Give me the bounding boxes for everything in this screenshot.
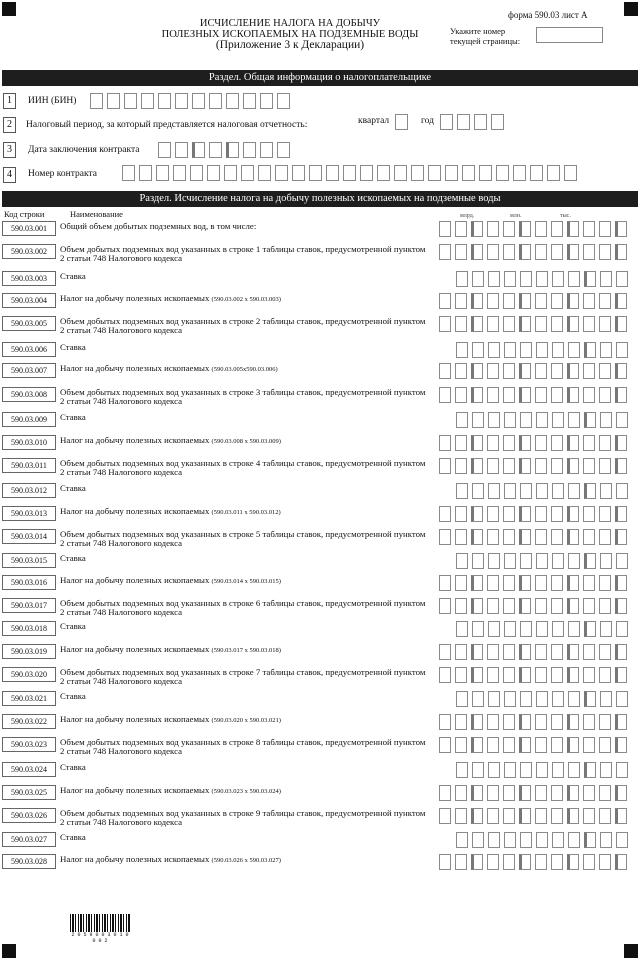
code-column-header: Код строки — [4, 209, 45, 219]
row-name-text: Налог на добычу полезных ископаемых — [60, 644, 210, 654]
row-name — [60, 459, 430, 477]
row-name-text: Ставка — [60, 342, 86, 352]
amount-input[interactable] — [439, 575, 627, 591]
row-code: 590.03.012 — [2, 483, 56, 498]
contract-number-input[interactable] — [122, 165, 577, 181]
row-code: 590.03.006 — [2, 342, 56, 357]
rate-input[interactable] — [456, 342, 628, 358]
row-name-text: Ставка — [60, 621, 86, 631]
row-code: 590.03.005 — [2, 316, 56, 331]
row-name-text: Объем добытых подземных вод указанных в строке 2 таблицы ставок, предусмотренной пунктом 2 статьи 748 Налогового кодекса — [60, 316, 426, 335]
row-code: 590.03.004 — [2, 293, 56, 308]
row-code: 590.03.022 — [2, 714, 56, 729]
row-name-text: Налог на добычу полезных ископаемых — [60, 435, 210, 445]
contract-date-input[interactable] — [158, 142, 290, 158]
row-name-text: Объем добытых подземных вод указанных в строке 8 таблицы ставок, предусмотренной пунктом 2 статьи 748 Налогового кодекса — [60, 737, 426, 756]
row-name — [60, 763, 430, 772]
row-name — [60, 715, 430, 725]
row-name-text: Ставка — [60, 691, 86, 701]
row-name — [60, 692, 430, 701]
row-name — [60, 738, 430, 756]
row-code: 590.03.008 — [2, 387, 56, 402]
amount-input[interactable] — [439, 529, 627, 545]
row-name — [60, 809, 430, 827]
row-code: 590.03.014 — [2, 529, 56, 544]
row-name-text: Объем добытых подземных вод указанных в строке 3 таблицы ставок, предусмотренной пунктом 2 статьи 748 Налогового кодекса — [60, 387, 426, 406]
registration-mark-bottom-left — [2, 944, 16, 958]
amount-input[interactable] — [439, 854, 627, 870]
row-code: 590.03.026 — [2, 808, 56, 823]
page-hint-line-2: текущей страницы: — [450, 36, 521, 46]
row-code: 590.03.010 — [2, 435, 56, 450]
row-name — [60, 343, 430, 352]
amount-input[interactable] — [439, 458, 627, 474]
name-column-header: Наименование — [70, 209, 123, 219]
tax-period-label: Налоговый период, за который представляется налоговая отчетность: — [26, 120, 308, 130]
rate-input[interactable] — [456, 762, 628, 778]
row-name-text: Объем добытых подземных вод указанных в строке 4 таблицы ставок, предусмотренной пунктом 2 статьи 748 Налогового кодекса — [60, 458, 426, 477]
row-name-text: Объем добытых подземных вод указанных в строке 7 таблицы ставок, предусмотренной пунктом 2 статьи 748 Налогового кодекса — [60, 667, 426, 686]
row-name-text: Объем добытых подземных вод указанных в строке 9 таблицы ставок, предусмотренной пунктом 2 статьи 748 Налогового кодекса — [60, 808, 426, 827]
row-name — [60, 364, 430, 374]
page-hint-line-1: Укажите номер — [450, 26, 506, 36]
year-label: год — [421, 116, 434, 126]
row-name — [60, 668, 430, 686]
row-code: 590.03.017 — [2, 598, 56, 613]
rate-input[interactable] — [456, 832, 628, 848]
rate-input[interactable] — [456, 412, 628, 428]
page-number-hint — [450, 26, 520, 46]
rate-input[interactable] — [456, 271, 628, 287]
amount-input[interactable] — [439, 737, 627, 753]
row-name — [60, 645, 430, 655]
row-name-text: Налог на добычу полезных ископаемых — [60, 363, 210, 373]
rate-input[interactable] — [456, 621, 628, 637]
row-name-text: Налог на добычу полезных ископаемых — [60, 293, 210, 303]
row-name-text: Налог на добычу полезных ископаемых — [60, 854, 210, 864]
row-name-text: Ставка — [60, 762, 86, 772]
row-formula: (590.03.005х590.03.006) — [211, 366, 278, 373]
amount-input[interactable] — [439, 667, 627, 683]
row-code: 590.03.024 — [2, 762, 56, 777]
rate-input[interactable] — [456, 483, 628, 499]
row-name — [60, 576, 430, 586]
row-name — [60, 507, 430, 517]
registration-mark-bottom-right — [624, 944, 638, 958]
row-formula: (590.03.017 х 590.03.018) — [211, 647, 281, 654]
row-name — [60, 294, 430, 304]
rate-input[interactable] — [456, 553, 628, 569]
row-code: 590.03.027 — [2, 832, 56, 847]
row-code: 590.03.011 — [2, 458, 56, 473]
row-code: 590.03.025 — [2, 785, 56, 800]
contract-date-label: Дата заключения контракта — [28, 145, 140, 155]
section-tax-calc-header: Раздел. Исчисление налога на добычу полезных ископаемых на подземные воды — [2, 191, 638, 207]
row-name-text: Налог на добычу полезных ископаемых — [60, 714, 210, 724]
row-name — [60, 245, 430, 263]
row-code: 590.03.028 — [2, 854, 56, 869]
row-name — [60, 272, 430, 281]
amount-input[interactable] — [439, 316, 627, 332]
title-line-1: ИСЧИСЛЕНИЕ НАЛОГА НА ДОБЫЧУ — [199, 18, 381, 29]
row-code: 590.03.021 — [2, 691, 56, 706]
row-name — [60, 530, 430, 548]
row-formula: (590.03.023 х 590.03.024) — [211, 788, 281, 795]
row-formula: (590.03.020 х 590.03.021) — [211, 717, 281, 724]
row-name — [60, 833, 430, 842]
year-input[interactable] — [440, 114, 504, 130]
form-title — [150, 18, 430, 51]
row-name-text: Ставка — [60, 483, 86, 493]
row-code: 590.03.018 — [2, 621, 56, 636]
row-name — [60, 786, 430, 796]
row-code: 590.03.020 — [2, 667, 56, 682]
row-name — [60, 554, 430, 563]
row-name — [60, 436, 430, 446]
amount-input[interactable] — [439, 506, 627, 522]
row-code: 590.03.003 — [2, 271, 56, 286]
row-code: 590.03.007 — [2, 363, 56, 378]
amount-input[interactable] — [439, 714, 627, 730]
row-formula: (590.03.026 х 590.03.027) — [211, 857, 281, 864]
amount-input[interactable] — [439, 435, 627, 451]
amount-input[interactable] — [439, 244, 627, 260]
row-name-text: Налог на добычу полезных ископаемых — [60, 785, 210, 795]
section-general-header: Раздел. Общая информация о налогоплательщике — [2, 70, 638, 86]
row-formula: (590.03.002 х 590.03.003) — [211, 296, 281, 303]
row-code: 590.03.015 — [2, 553, 56, 568]
field-number-1: 1 — [3, 93, 16, 109]
iin-label: ИИН (БИН) — [28, 96, 77, 106]
row-name-text: Налог на добычу полезных ископаемых — [60, 506, 210, 516]
amount-input[interactable] — [439, 785, 627, 801]
row-code: 590.03.016 — [2, 575, 56, 590]
field-number-3: 3 — [3, 142, 16, 158]
amount-input[interactable] — [439, 293, 627, 309]
field-number-4: 4 — [3, 167, 16, 183]
contract-number-label: Номер контракта — [28, 169, 97, 179]
row-name — [60, 222, 430, 231]
row-name-text: Объем добытых подземных вод указанных в строке 1 таблицы ставок, предусмотренной пунктом 2 статьи 748 Налогового кодекса — [60, 244, 426, 263]
amount-input[interactable] — [439, 363, 627, 379]
form-number: форма 590.03 лист А — [508, 10, 588, 20]
row-formula: (590.03.008 х 590.03.009) — [211, 438, 281, 445]
row-name — [60, 317, 430, 335]
amount-input[interactable] — [439, 808, 627, 824]
row-name — [60, 599, 430, 617]
unit-thousand: тыс. — [560, 213, 571, 219]
amount-input[interactable] — [439, 221, 627, 237]
row-formula: (590.03.011 х 590.03.012) — [211, 509, 281, 516]
row-code: 590.03.013 — [2, 506, 56, 521]
row-code: 590.03.001 — [2, 221, 56, 236]
row-formula: (590.03.014 х 590.03.015) — [211, 578, 281, 585]
row-name-text: Ставка — [60, 271, 86, 281]
row-name-text: Ставка — [60, 553, 86, 563]
unit-million: млн. — [510, 213, 522, 219]
title-line-2: ПОЛЕЗНЫХ ИСКОПАЕМЫХ НА ПОДЗЕМНЫЕ ВОДЫ — [161, 29, 419, 40]
row-name-text: Ставка — [60, 412, 86, 422]
barcode — [70, 914, 130, 932]
row-name-text: Налог на добычу полезных ископаемых — [60, 575, 210, 585]
amount-input[interactable] — [439, 644, 627, 660]
row-name-text: Объем добытых подземных вод указанных в строке 6 таблицы ставок, предусмотренной пунктом 2 статьи 748 Налогового кодекса — [60, 598, 426, 617]
row-name — [60, 484, 430, 493]
row-name — [60, 622, 430, 631]
quarter-input[interactable] — [395, 114, 408, 130]
row-code: 590.03.023 — [2, 737, 56, 752]
iin-input[interactable] — [90, 93, 290, 109]
barcode-text: 2 0 5 9 0 0 3 0 1 0 0 0 2 — [71, 932, 129, 944]
page-number-input[interactable] — [536, 27, 603, 43]
field-number-2: 2 — [3, 117, 16, 133]
amount-input[interactable] — [439, 387, 627, 403]
row-name — [60, 388, 430, 406]
title-line-3: (Приложение 3 к Декларации) — [215, 39, 365, 51]
row-name-text: Объем добытых подземных вод указанных в строке 5 таблицы ставок, предусмотренной пунктом 2 статьи 748 Налогового кодекса — [60, 529, 426, 548]
row-name — [60, 855, 430, 865]
row-name-text: Ставка — [60, 832, 86, 842]
rate-input[interactable] — [456, 691, 628, 707]
unit-billion: млрд. — [460, 213, 475, 219]
row-code: 590.03.019 — [2, 644, 56, 659]
registration-mark-top-right — [624, 2, 638, 16]
amount-input[interactable] — [439, 598, 627, 614]
row-code: 590.03.002 — [2, 244, 56, 259]
registration-mark-top-left — [2, 2, 16, 16]
quarter-label: квартал — [358, 116, 390, 126]
row-name-text: Общий объем добытых подземных вод, в том числе: — [60, 221, 257, 231]
row-code: 590.03.009 — [2, 412, 56, 427]
row-name — [60, 413, 430, 422]
